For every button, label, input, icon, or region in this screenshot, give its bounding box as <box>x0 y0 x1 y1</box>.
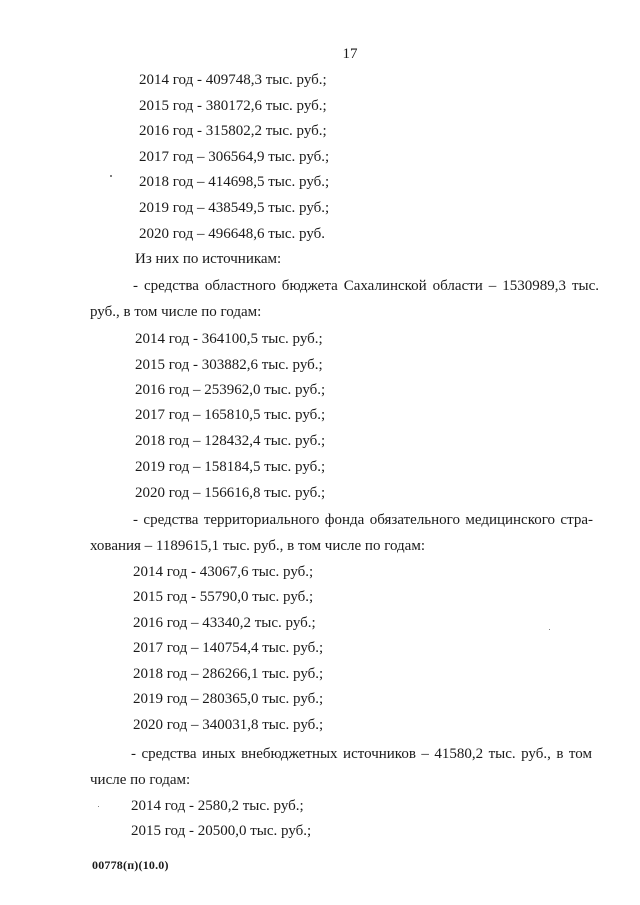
text-line: 2015 год - 380172,6 тыс. руб.; <box>139 98 327 114</box>
text-line: 2014 год - 2580,2 тыс. руб.; <box>131 798 304 814</box>
paragraph-line: - средства территориального фонда обязательного медицинского стра- <box>133 512 593 528</box>
paragraph-line: руб., в том числе по годам: <box>90 304 262 320</box>
text-line: 2014 год - 43067,6 тыс. руб.; <box>133 564 314 580</box>
text-line: 2020 год – 156616,8 тыс. руб.; <box>135 485 326 501</box>
text-line: 2016 год – 253962,0 тыс. руб.; <box>135 382 326 398</box>
text-line: 2016 год – 43340,2 тыс. руб.; <box>133 615 316 631</box>
text-line: 2015 год - 303882,6 тыс. руб.; <box>135 357 323 373</box>
paragraph-line: хования – 1189615,1 тыс. руб., в том числе по годам: <box>90 538 425 554</box>
text-line: 2019 год – 280365,0 тыс. руб.; <box>133 691 324 707</box>
paragraph-line: - средства областного бюджета Сахалинской области – 1530989,3 тыс. <box>133 278 599 294</box>
text-line: 2018 год – 414698,5 тыс. руб.; <box>139 174 330 190</box>
scan-speck <box>98 806 99 807</box>
text-line: 2019 год – 158184,5 тыс. руб.; <box>135 459 326 475</box>
text-line: 2018 год – 128432,4 тыс. руб.; <box>135 433 326 449</box>
text-line: 2014 год - 364100,5 тыс. руб.; <box>135 331 323 347</box>
text-line: 2017 год – 140754,4 тыс. руб.; <box>133 640 324 656</box>
text-line: 2020 год – 496648,6 тыс. руб. <box>139 226 326 242</box>
text-line: 2016 год - 315802,2 тыс. руб.; <box>139 123 327 139</box>
text-line: 2017 год – 165810,5 тыс. руб.; <box>135 407 326 423</box>
footer-document-code: 00778(п)(10.0) <box>92 858 169 872</box>
text-line: 2018 год – 286266,1 тыс. руб.; <box>133 666 324 682</box>
paragraph-line: числе по годам: <box>90 772 191 788</box>
text-line: 2020 год – 340031,8 тыс. руб.; <box>133 717 324 733</box>
text-line: 2015 год - 55790,0 тыс. руб.; <box>133 589 314 605</box>
text-line: 2017 год – 306564,9 тыс. руб.; <box>139 149 330 165</box>
scan-speck <box>549 629 550 630</box>
text-line: 2019 год – 438549,5 тыс. руб.; <box>139 200 330 216</box>
scan-speck <box>110 175 112 177</box>
text-line: 2014 год - 409748,3 тыс. руб.; <box>139 72 327 88</box>
paragraph-line: - средства иных внебюджетных источников – 41580,2 тыс. руб., в том <box>131 746 592 762</box>
text-line: Из них по источникам: <box>135 251 282 267</box>
text-line: 2015 год - 20500,0 тыс. руб.; <box>131 823 312 839</box>
page-number: 17 <box>342 46 358 62</box>
